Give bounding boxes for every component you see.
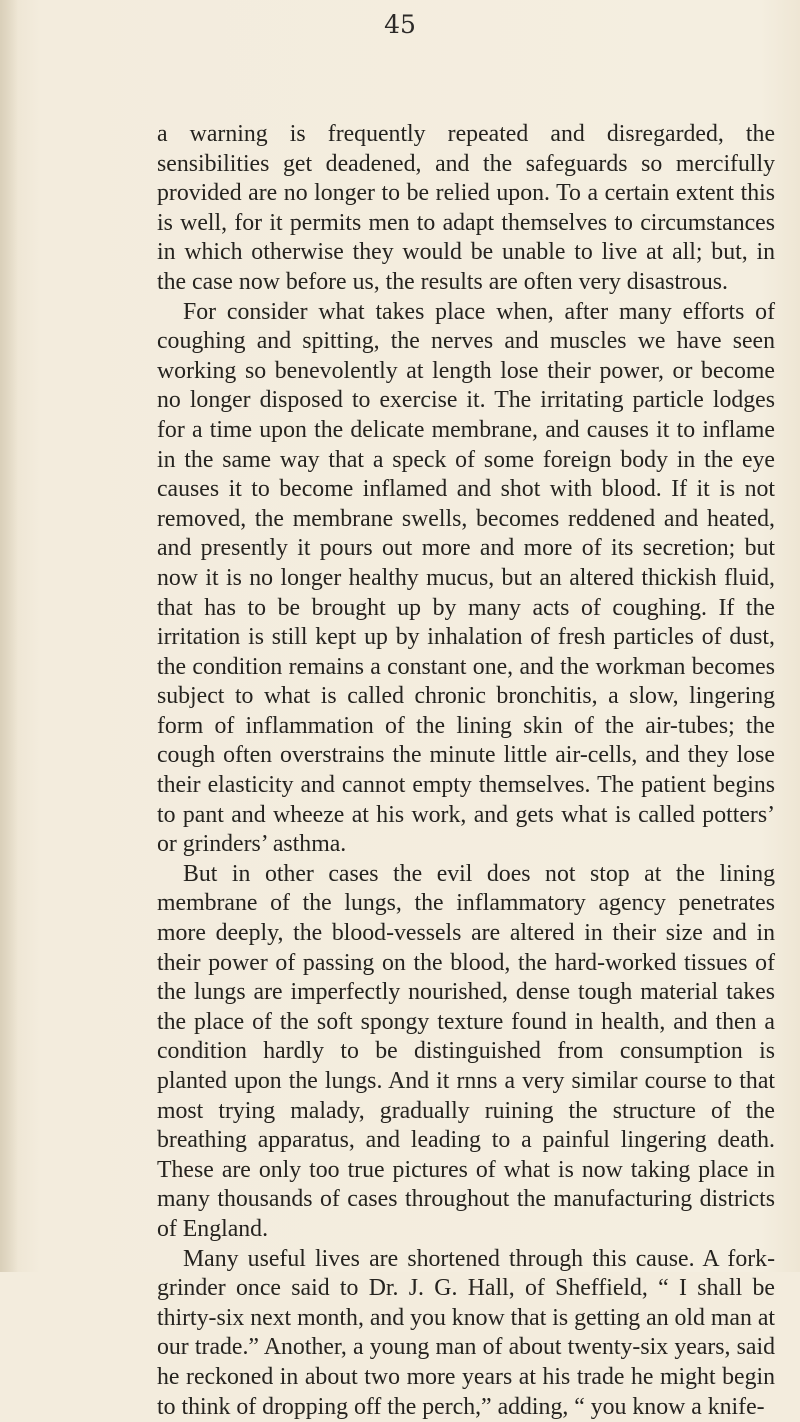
page-number: 45	[384, 10, 416, 39]
paragraph-2: For consider what takes place when, after many efforts of coughing and spitting, the nerves and muscles we have seen working so benevolently at length lose their power, or become no longer disposed to exercise it. The irritating particle lodges for a time upon the delicate membrane, and causes it to inflame in the same way that a speck of some foreign body in the eye causes it to become inflamed and shot with blood. If it is not removed, the membrane swells, becomes reddened and heated, and presently it pours out more and more of its secretion; but now it is no longer healthy mucus, but an altered thickish fluid, that has to be brought up by many acts of coughing. If the irritation is still kept up by inhalation of fresh particles of dust, the condition remains a constant one, and the workman becomes subject to what is called chronic bronchitis, a slow, lingering form of inflammation of the lining skin of the air-tubes; the cough often overstrains the minute little air-cells, and they lose their elasticity and cannot empty themselves. The patient begins to pant and wheeze at his work, and gets what is called potters’ or grinders’ asthma.	[157, 298, 775, 858]
paragraph-1: a warning is frequently repeated and disregarded, the sensibilities get deadened, and the safeguards so mercifully provided are no longer to be relied upon. To a certain extent this is well, for it permits men to adapt themselves to circumstances in which otherwise they would be unable to live at all; but, in the case now before us, the results are often very disastrous.	[157, 121, 775, 295]
body-text	[157, 120, 775, 1422]
page-fold-shadow	[0, 0, 18, 1272]
paragraph-4: Many useful lives are shortened through this cause. A fork-grinder once said to Dr. J. G. Hall, of Sheffield, “ I shall be thirty-six next month, and you know that is getting an old man at our trade.” Another, a young man of about twenty-six years, said he reckoned in about two more years at his trade he might begin to think of dropping off the perch,” adding, “ you know a knife-	[157, 1245, 775, 1420]
paragraph-3: But in other cases the evil does not stop at the lining membrane of the lungs, the inflammatory agency penetrates more deeply, the blood-vessels are altered in their size and in their power of passing on the blood, the hard-worked tissues of the lungs are imperfectly nourished, dense tough material takes the place of the soft spongy texture found in health, and then a condition hardly to be distinguished from consumption is planted upon the lungs. And it rnns a very similar course to that most trying malady, gradually ruining the structure of the breathing apparatus, and leading to a painful lingering death. These are only too true pictures of what is now taking place in many thousands of cases throughout the manufacturing districts of England.	[157, 860, 775, 1242]
